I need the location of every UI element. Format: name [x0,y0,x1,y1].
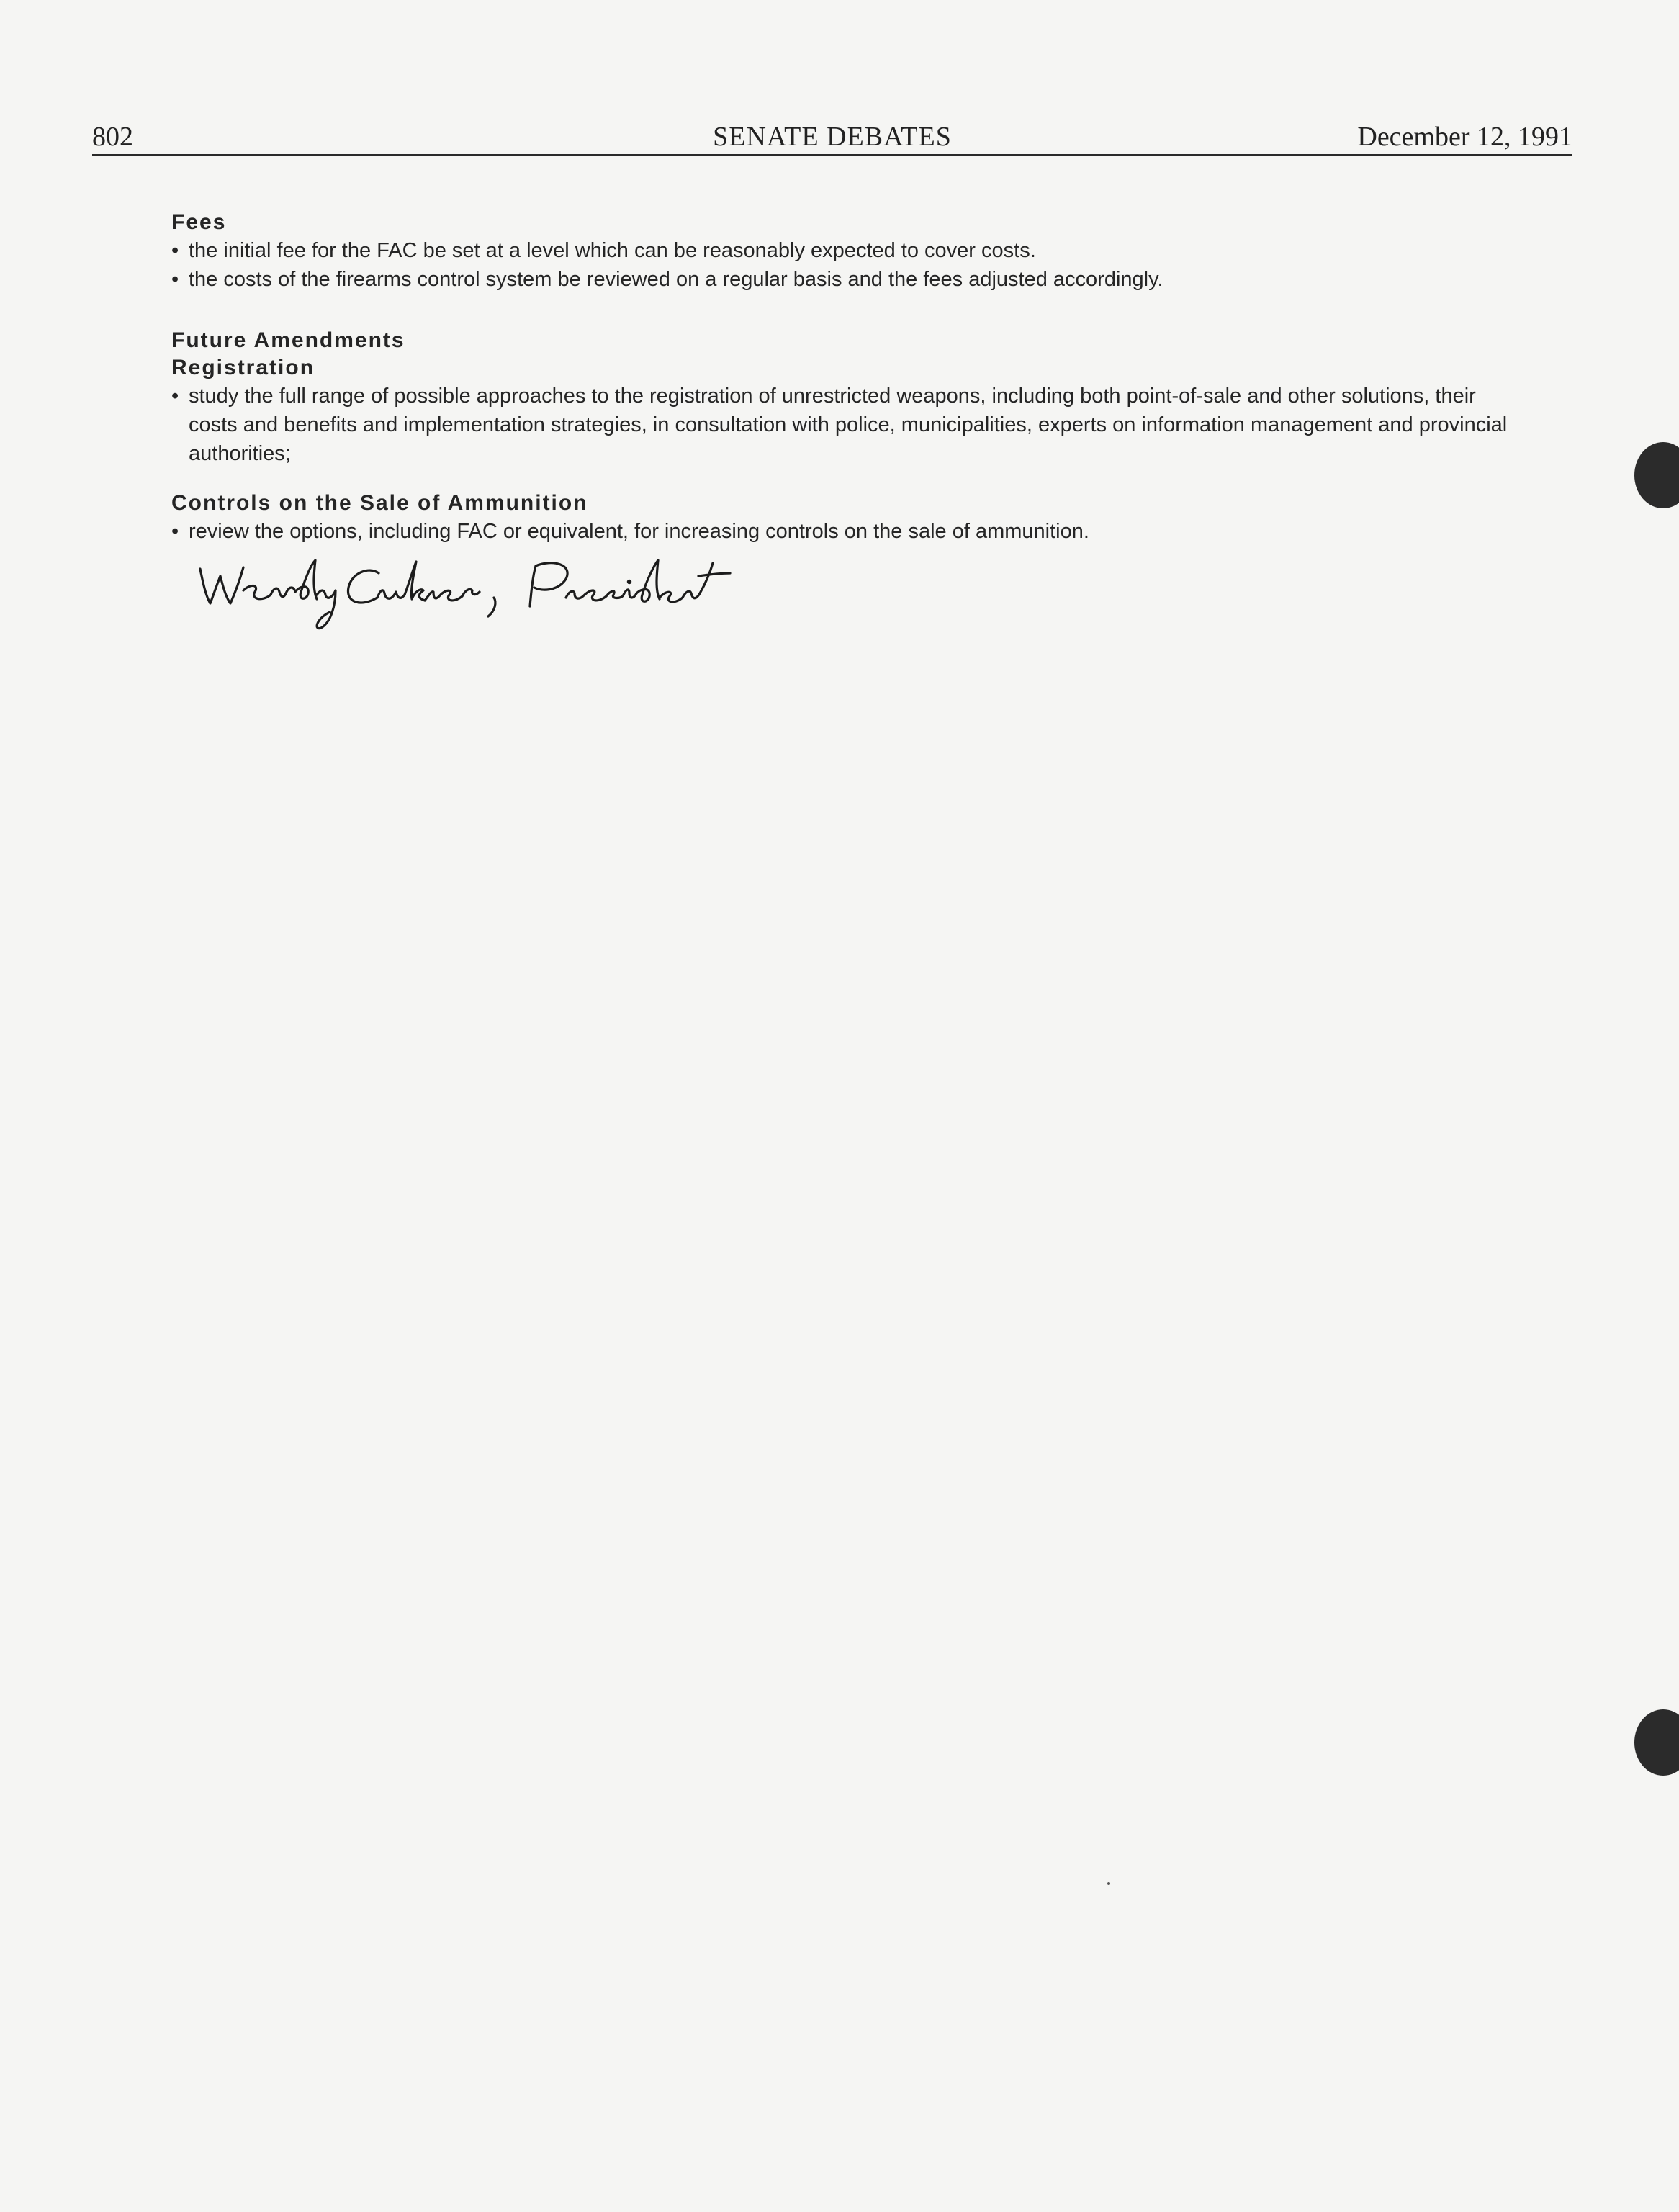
binder-hole [1634,1709,1679,1776]
bullet-text: the costs of the firearms control system be reviewed on a regular basis and the fees adjusted accordingly. [189,268,1163,291]
section-heading-ammunition: Controls on the Sale of Ammunition [171,491,588,515]
section-heading-fees: Fees [171,210,227,234]
document-body [171,209,1511,546]
page-number: 802 [92,122,133,152]
page-header [92,118,1572,156]
bullet-text: the initial fee for the FAC be set at a level which can be reasonably expected to cover costs. [189,239,1036,262]
binder-hole [1634,442,1679,508]
bullet-item [171,517,1511,546]
publication-date: December 12, 1991 [1357,122,1572,152]
scan-speck [1107,1882,1110,1885]
section-heading-future-amendments: Future Amendments [171,328,405,352]
bullet-icon: • [171,239,179,262]
bullet-text: study the full range of possible approaches to the registration of unrestricted weapons, including both point-of-sale and other solutions, their costs and benefits and implementation strategies, in consultation with police, municipalities, experts on information management and provincial authorities; [189,385,1508,465]
bullet-item [171,265,1511,294]
bullet-item [171,236,1511,265]
handwritten-signature [193,547,740,634]
bullet-icon: • [171,268,179,291]
subsection-heading-registration: Registration [171,356,315,379]
bullet-icon: • [171,520,179,543]
publication-title: SENATE DEBATES [713,122,952,152]
bullet-text: review the options, including FAC or equivalent, for increasing controls on the sale of ammunition. [189,520,1089,543]
bullet-item [171,382,1511,468]
bullet-icon: • [171,385,179,408]
